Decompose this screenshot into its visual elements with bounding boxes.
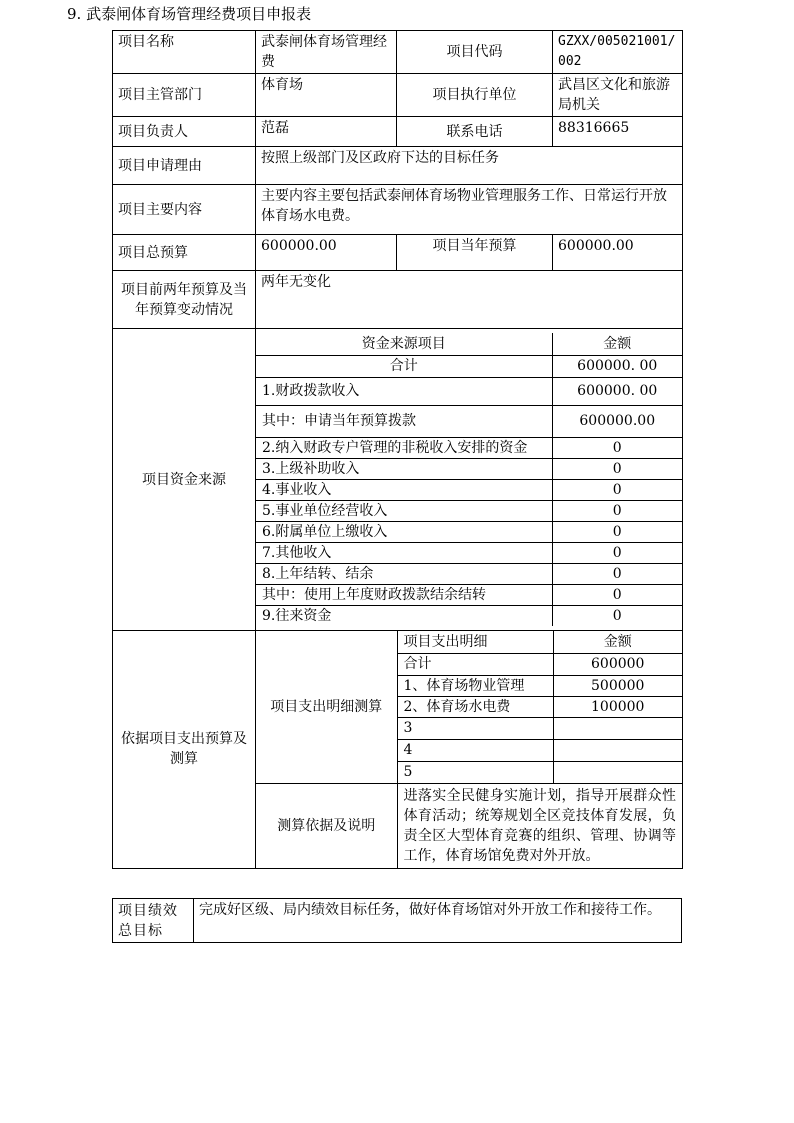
- label-phone: 联系电话: [397, 117, 553, 147]
- funding-col-item: 资金来源项目: [256, 333, 552, 355]
- label-performance-goal: 项目绩效总目标: [113, 899, 194, 943]
- funding-row-amount: 600000. 00: [552, 377, 682, 405]
- label-exec-unit: 项目执行单位: [397, 74, 553, 117]
- label-dept: 项目主管部门: [113, 74, 256, 117]
- funding-row-amount: 0: [552, 563, 682, 584]
- expense-row-item: 3: [397, 717, 553, 739]
- label-project-name: 项目名称: [113, 31, 256, 74]
- value-year-budget: 600000.00: [553, 235, 683, 271]
- funding-row-item: 其中：使用上年度财政拨款结余结转: [256, 584, 552, 605]
- value-content: 主要内容主要包括武泰闸体育场物业管理服务工作、日常运行开放体育场水电费。: [256, 185, 683, 235]
- value-performance-goal: 完成好区级、局内绩效目标任务，做好体育场馆对外开放工作和接待工作。: [194, 899, 682, 943]
- funding-row-amount: 0: [552, 500, 682, 521]
- funding-row-item: 2.纳入财政专户管理的非税收入安排的资金: [256, 437, 552, 458]
- funding-cell: [256, 329, 683, 631]
- funding-row-item: 6.附属单位上缴收入: [256, 521, 552, 542]
- funding-row-amount: 600000. 00: [552, 355, 682, 377]
- funding-row-item: 4.事业收入: [256, 479, 552, 500]
- page-title: 9. 武泰闸体育场管理经费项目申报表: [67, 5, 312, 23]
- funding-table: [256, 333, 682, 626]
- label-year-budget: 项目当年预算: [397, 235, 553, 271]
- value-dept: 体育场: [256, 74, 397, 117]
- value-leader: 范磊: [256, 117, 397, 147]
- funding-row-amount: 600000.00: [552, 405, 682, 437]
- value-project-name: 武泰闸体育场管理经费: [256, 31, 397, 74]
- funding-row-item: 5.事业单位经营收入: [256, 500, 552, 521]
- label-project-code: 项目代码: [397, 31, 553, 74]
- label-reason: 项目申请理由: [113, 147, 256, 185]
- expense-row-item: 4: [397, 739, 553, 761]
- expense-row-item: 2、体育场水电费: [397, 696, 553, 717]
- expense-row-item: 1、体育场物业管理: [397, 675, 553, 696]
- funding-row-item: 1.财政拨款收入: [256, 377, 552, 405]
- label-funding-source: 项目资金来源: [113, 329, 256, 631]
- funding-row-item: 合计: [256, 355, 552, 377]
- value-project-code: GZXX/005021001/002: [553, 31, 683, 74]
- funding-row-amount: 0: [552, 605, 682, 626]
- expense-row-item: 5: [397, 761, 553, 783]
- expense-table: [256, 631, 682, 868]
- value-budget-change: 两年无变化: [256, 271, 683, 329]
- expense-row-amount: 600000: [553, 653, 682, 675]
- expense-row-amount: [553, 717, 682, 739]
- funding-col-amount: 金额: [552, 333, 682, 355]
- expense-col-item: 项目支出明细: [397, 631, 553, 653]
- label-content: 项目主要内容: [113, 185, 256, 235]
- funding-row-item: 其中：申请当年预算拨款: [256, 405, 552, 437]
- funding-row-item: 9.往来资金: [256, 605, 552, 626]
- funding-row-item: 8.上年结转、结余: [256, 563, 552, 584]
- funding-row-amount: 0: [552, 542, 682, 563]
- value-basis: 进落实全民健身实施计划，指导开展群众性体育活动；统筹规划全区竞技体育发展，负责全区大型体育竞赛的组织、管理、协调等工作，体育场馆免费对外开放。: [397, 783, 682, 868]
- expense-cell: [256, 631, 683, 869]
- value-phone: 88316665: [553, 117, 683, 147]
- expense-col-amount: 金额: [553, 631, 682, 653]
- label-expense-basis: 依据项目支出预算及测算: [113, 631, 256, 869]
- funding-row-item: 3.上级补助收入: [256, 458, 552, 479]
- funding-row-amount: 0: [552, 437, 682, 458]
- funding-row-amount: 0: [552, 458, 682, 479]
- value-total-budget: 600000.00: [256, 235, 397, 271]
- label-total-budget: 项目总预算: [113, 235, 256, 271]
- label-expense-detail: 项目支出明细测算: [256, 631, 397, 783]
- project-application-table: [112, 30, 683, 869]
- label-basis: 测算依据及说明: [256, 783, 397, 868]
- label-leader: 项目负责人: [113, 117, 256, 147]
- value-reason: 按照上级部门及区政府下达的目标任务: [256, 147, 683, 185]
- expense-row-amount: 100000: [553, 696, 682, 717]
- expense-row-amount: [553, 739, 682, 761]
- funding-row-amount: 0: [552, 584, 682, 605]
- expense-row-item: 合计: [397, 653, 553, 675]
- value-exec-unit: 武昌区文化和旅游局机关: [553, 74, 683, 117]
- expense-row-amount: 500000: [553, 675, 682, 696]
- funding-row-item: 7.其他收入: [256, 542, 552, 563]
- funding-row-amount: 0: [552, 521, 682, 542]
- funding-row-amount: 0: [552, 479, 682, 500]
- performance-goal-table: [112, 898, 682, 943]
- expense-row-amount: [553, 761, 682, 783]
- label-budget-change: 项目前两年预算及当年预算变动情况: [113, 271, 256, 329]
